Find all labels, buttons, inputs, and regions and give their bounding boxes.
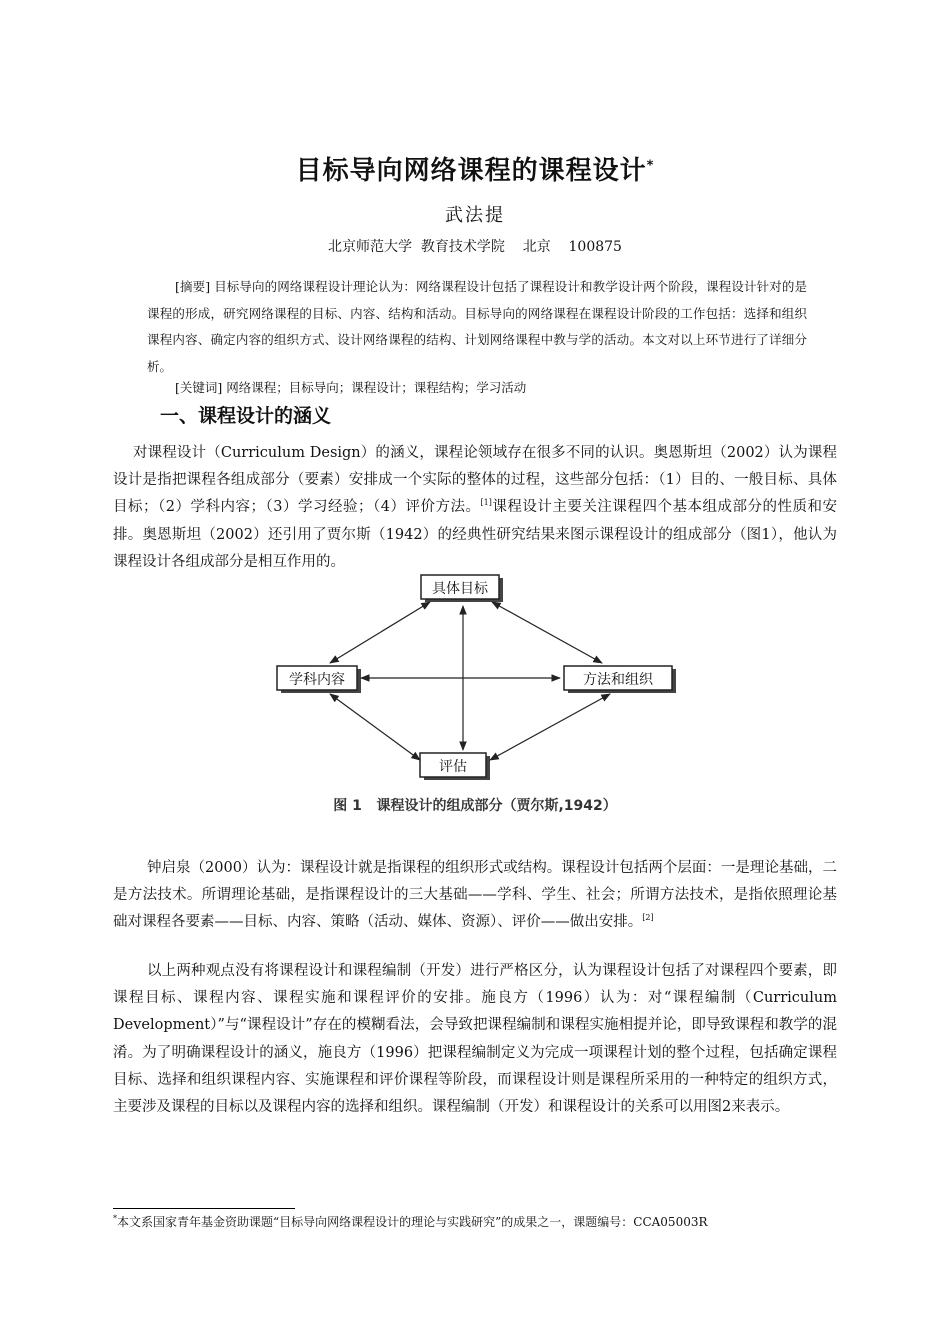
author: 武法提: [445, 205, 505, 226]
citation-1: [1]: [480, 498, 492, 508]
figure-1-caption: 图 1 课程设计的组成部分（贾尔斯,1942）: [333, 798, 617, 814]
paragraph-1: 对课程设计（Curriculum Design）的涵义，课程论领域存在很多不同的认识。奥恩斯坦（2002）认为课程设计是指把课程各组成部分（要素）安排成一个实际的整体的过程，这些部分包括：（1）目的、一般目标、具体目标；（2）学科内容；（3）学习经验；（4）评价方法。[1]课程设计主要关注课程四个基本组成部分的性质和安排。奥恩斯坦（2002）还引用了贾尔斯（1942）的经典性研究结果来图示课程设计的组成部分（图1），他认为课程设计各组成部分是相互作用的。: [113, 445, 837, 570]
paragraph-2: 钟启泉（2000）认为：课程设计就是指课程的组织形式或结构。课程设计包括两个层面：一是理论基础，二是方法技术。所谓理论基础，是指课程设计的三大基础——学科、学生、社会；所谓方法技术，是指依照理论基础对课程各要素——目标、内容、策略（活动、媒体、资源）、评价——做出安排。[2]: [113, 860, 837, 931]
label-methods: 方法和组织: [583, 672, 653, 688]
paper-title: 目标导向网络课程的课程设计*: [295, 156, 655, 186]
label-evaluation: 评估: [439, 759, 467, 775]
section-heading: 一、课程设计的涵义: [160, 405, 332, 427]
label-objectives: 具体目标: [432, 581, 488, 597]
title-footnote-mark: *: [646, 158, 655, 174]
arrow-top-right: [492, 602, 602, 663]
arrow-bottom-left: [330, 694, 420, 760]
affiliation: 北京师范大学 教育技术学院 北京 100875: [328, 239, 622, 255]
footnote-rule: [113, 1208, 295, 1209]
footnote-mark: *: [113, 1214, 117, 1223]
label-content: 学科内容: [289, 672, 345, 688]
citation-2: [2]: [642, 913, 654, 923]
keywords: [关键词] 网络课程；目标导向；课程设计；课程结构；学习活动: [175, 380, 527, 395]
arrow-bottom-right: [490, 694, 610, 760]
figure-1-diagram: [270, 570, 690, 820]
footnote: *本文系国家青年基金资助课题“目标导向网络课程设计的理论与实践研究”的成果之一，课题编号：CCA05003R: [113, 1214, 708, 1229]
arrow-top-left: [330, 602, 430, 663]
abstract: [摘要] 目标导向的网络课程设计理论认为：网络课程设计包括了课程设计和教学设计两个阶段，课程设计针对的是课程的形成，研究网络课程的目标、内容、结构和活动。目标导向的网络课程在课程设计阶段的工作包括：选择和组织课程内容、确定内容的组织方式、设计网络课程的结构、计划网络课程中教与学的活动。本文对以上环节进行了详细分析。: [147, 279, 807, 374]
paragraph-3: 以上两种观点没有将课程设计和课程编制（开发）进行严格区分，认为课程设计包括了对课程四个要素，即课程目标、课程内容、课程实施和课程评价的安排。施良方（1996）认为：对“课程编制（Curriculum Development）”与“课程设计”存在的模糊看法，会导致把课程编制和课程实施相提并论，即导致课程和教学的混淆。为了明确课程设计的涵义，施良方（1996）把课程编制定义为完成一项课程计划的整个过程，包括确定课程目标、选择和组织课程内容、实施课程和评价课程等阶段，而课程设计则是课程所采用的一种特定的组织方式，主要涉及课程的目标以及课程内容的选择和组织。课程编制（开发）和课程设计的关系可以用图2来表示。: [113, 963, 837, 1116]
